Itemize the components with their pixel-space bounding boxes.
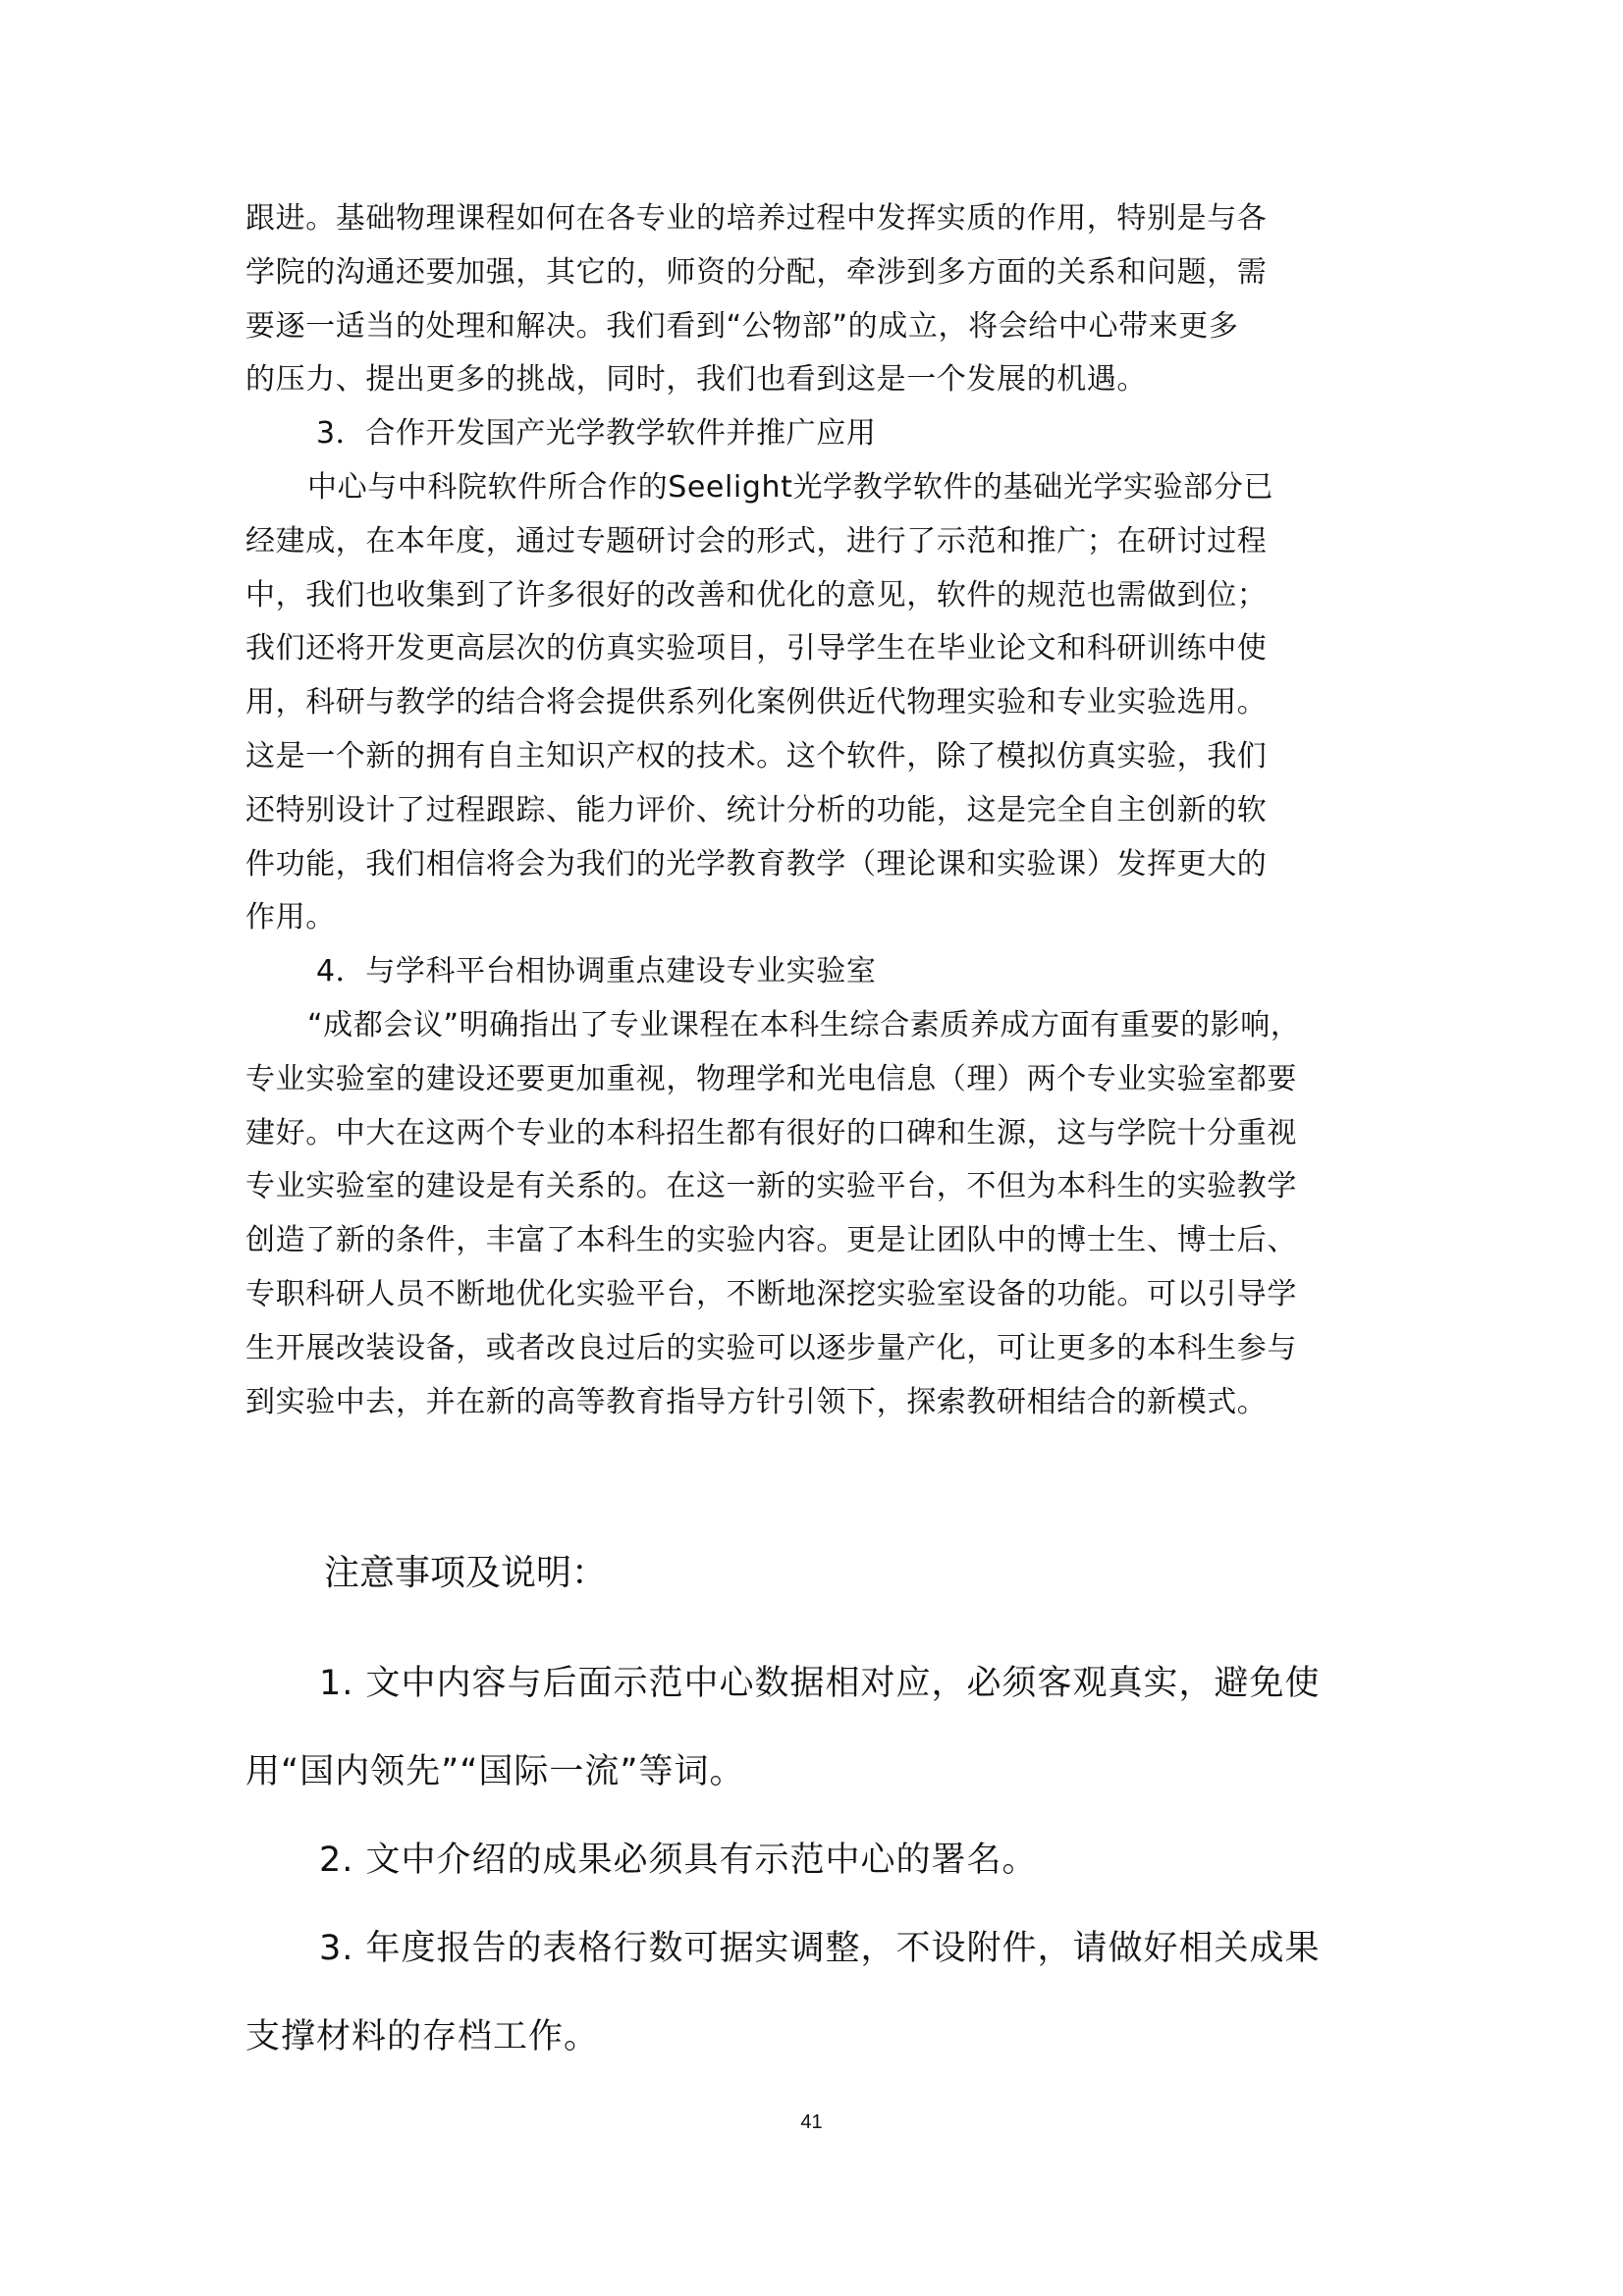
- body-line: 这是一个新的拥有自主知识产权的技术。这个软件，除了模拟仿真实验，我们: [245, 738, 1268, 774]
- body-line: 跟进。基础物理课程如何在各专业的培养过程中发挥实质的作用，特别是与各: [245, 201, 1268, 236]
- body-line: 专业实验室的建设还要更加重视，物理学和光电信息（理）两个专业实验室都要: [245, 1061, 1297, 1096]
- body-line: 专职科研人员不断地优化实验平台，不断地深挖实验室设备的功能。可以引导学: [245, 1276, 1297, 1311]
- note-item: 1. 文中内容与后面示范中心数据相对应，必须客观真实，避免使: [319, 1664, 1321, 1703]
- body-line: 用，科研与教学的结合将会提供系列化案例供近代物理实验和专业实验选用。: [245, 685, 1268, 721]
- section-heading: 4．与学科平台相协调重点建设专业实验室: [316, 954, 877, 989]
- body-line: 中心与中科院软件所合作的Seelight光学教学软件的基础光学实验部分已: [307, 469, 1274, 505]
- body-line: 的压力、提出更多的挑战，同时，我们也看到这是一个发展的机遇。: [245, 362, 1147, 398]
- body-text: [245, 192, 1380, 1429]
- body-line: 我们还将开发更高层次的仿真实验项目，引导学生在毕业论文和科研训练中使: [245, 631, 1268, 667]
- note-item: 3. 年度报告的表格行数可据实调整，不设附件，请做好相关成果: [319, 1929, 1321, 1968]
- body-line: 经建成，在本年度，通过专题研讨会的形式，进行了示范和推广；在研讨过程: [245, 523, 1268, 559]
- body-line: 作用。: [245, 900, 336, 935]
- body-line: “成都会议”明确指出了专业课程在本科生综合素质养成方面有重要的影响，: [307, 1007, 1301, 1042]
- body-line: 建好。中大在这两个专业的本科招生都有很好的口碑和生源，这与学院十分重视: [245, 1115, 1297, 1150]
- notes-title: 注意事项及说明：: [324, 1553, 608, 1593]
- section-heading: 3．合作开发国产光学教学软件并推广应用: [316, 416, 877, 452]
- note-item: 2. 文中介绍的成果必须具有示范中心的署名。: [319, 1841, 1038, 1880]
- body-line: 学院的沟通还要加强，其它的，师资的分配，牵涉到多方面的关系和问题，需: [245, 254, 1268, 290]
- note-item-continuation: 用“国内领先”“国际一流”等词。: [245, 1752, 745, 1791]
- body-line: 生开展改装设备，或者改良过后的实验可以逐步量产化，可让更多的本科生参与: [245, 1330, 1297, 1365]
- body-line: 专业实验室的建设是有关系的。在这一新的实验平台，不但为本科生的实验教学: [245, 1169, 1297, 1204]
- note-item-continuation: 支撑材料的存档工作。: [245, 2017, 600, 2056]
- body-line: 要逐一适当的处理和解决。我们看到“公物部”的成立，将会给中心带来更多: [245, 308, 1239, 344]
- body-line: 创造了新的条件，丰富了本科生的实验内容。更是让团队中的博士生、博士后、: [245, 1223, 1297, 1258]
- body-line: 到实验中去，并在新的高等教育指导方针引领下，探索教研相结合的新模式。: [245, 1384, 1268, 1419]
- body-line: 中，我们也收集到了许多很好的改善和优化的意见，软件的规范也需做到位；: [245, 577, 1268, 613]
- body-line: 件功能，我们相信将会为我们的光学教育教学（理论课和实验课）发挥更大的: [245, 846, 1268, 881]
- body-line: 还特别设计了过程跟踪、能力评价、统计分析的功能，这是完全自主创新的软: [245, 792, 1268, 828]
- notes-list: [245, 1639, 1384, 2081]
- page-number: 41: [800, 2111, 823, 2133]
